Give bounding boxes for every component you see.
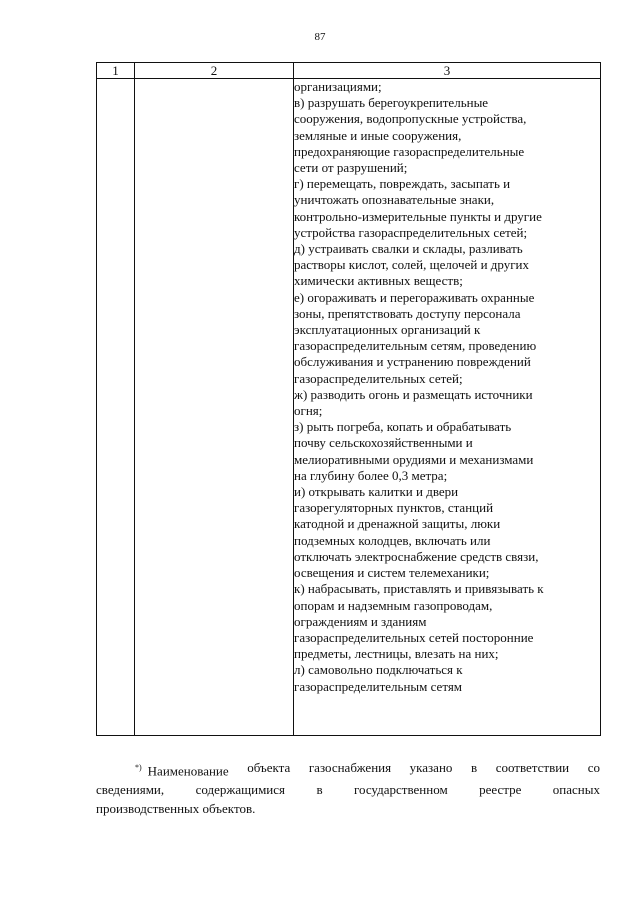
table-header-row [97, 63, 601, 79]
text-line: катодной и дренажной защиты, люки [294, 516, 501, 532]
text-line: г) перемещать, повреждать, засыпать и [294, 176, 511, 192]
text-line: эксплуатационных организаций к [294, 322, 481, 338]
footnote-word: реестре [479, 782, 522, 798]
text-line: организациями; [294, 79, 382, 94]
text-line: газораспределительных сетей посторонние [294, 629, 534, 645]
text-line: контрольно-измерительные пункты и другие [294, 208, 542, 224]
footnote-word: объекта [247, 760, 291, 775]
text-line: мелиоративными орудиями и механизмами [294, 451, 534, 467]
text-line: сети от разрушений; [294, 160, 408, 176]
column-header-3: 3 [294, 63, 601, 79]
text-line: ограждениям и зданиям [294, 613, 427, 629]
text-line: газораспределительным сетям, проведению [294, 338, 537, 354]
text-line: д) устраивать свалки и склады, разливать [294, 241, 523, 257]
text-line: газораспределительных сетей; [294, 370, 463, 386]
footnote-word: государственном [354, 782, 448, 798]
column-header-1: 1 [97, 63, 135, 79]
text-line: почву сельскохозяйственными и [294, 435, 473, 451]
footnote-word: соответствии [495, 760, 570, 775]
footnote-word: Наименование [147, 763, 229, 779]
footnote-word: газоснабжения [308, 760, 392, 775]
text-line: подземных колодцев, включать или [294, 532, 491, 548]
table-row [97, 79, 601, 736]
text-line: газорегуляторных пунктов, станций [294, 500, 494, 516]
page-number: 87 [314, 31, 326, 43]
text-line: отключать электроснабжение средств связи, [294, 548, 539, 564]
text-line: газораспределительным сетям [294, 678, 463, 694]
footnote-line-2 [96, 780, 600, 799]
footnote-line-1 [96, 758, 600, 780]
text-line: ж) разводить огонь и размещать источники [294, 386, 533, 402]
footnote [96, 758, 600, 818]
text-line: огня; [294, 403, 323, 419]
text-line: уничтожать опознавательные знаки, [294, 192, 495, 208]
text-line: сооружения, водопропускные устройства, [294, 111, 527, 127]
text-line: л) самовольно подключаться к [294, 662, 463, 678]
text-line: на глубину более 0,3 метра; [294, 467, 448, 483]
text-line: и) открывать калитки и двери [294, 484, 459, 500]
footnote-word: со [587, 760, 600, 775]
text-line: обслуживания и устранению повреждений [294, 354, 531, 370]
document-table [96, 62, 601, 736]
footnote-word: указано [409, 760, 453, 775]
text-line: к) набрасывать, приставлять и привязывать к [294, 581, 544, 597]
footnote-word: опасных [552, 782, 600, 798]
column-2-cell [135, 79, 294, 736]
footnote-word: содержащимися [195, 782, 286, 798]
text-line: зоны, препятствовать доступу персонала [294, 305, 521, 321]
text-line: химически активных веществ; [294, 273, 463, 289]
footnote-word: сведениями, [96, 782, 165, 798]
text-line: опорам и надземным газопроводам, [294, 597, 493, 613]
text-line: предметы, лестницы, влезать на них; [294, 646, 499, 662]
text-line: в) разрушать берегоукрепительные [294, 95, 489, 111]
column-1-cell [97, 79, 135, 736]
text-line: з) рыть погреба, копать и обрабатывать [294, 419, 512, 435]
footnote-word-group [96, 758, 229, 780]
text-line: е) огораживать и перегораживать охранные [294, 289, 535, 305]
footnote-line-3: производственных объектов. [96, 801, 256, 817]
text-line: освещения и систем телемеханики; [294, 565, 490, 581]
column-3-cell [294, 79, 601, 736]
text-line: растворы кислот, солей, щелочей и других [294, 257, 530, 273]
text-line: устройства газораспределительных сетей; [294, 224, 528, 240]
footnote-marker: *) [135, 763, 142, 772]
text-line: земляные и иные сооружения, [294, 127, 462, 143]
footnote-word: в [316, 782, 323, 798]
column-header-2: 2 [135, 63, 294, 79]
footnote-word: в [470, 760, 478, 775]
text-line: предохраняющие газораспределительные [294, 143, 525, 159]
